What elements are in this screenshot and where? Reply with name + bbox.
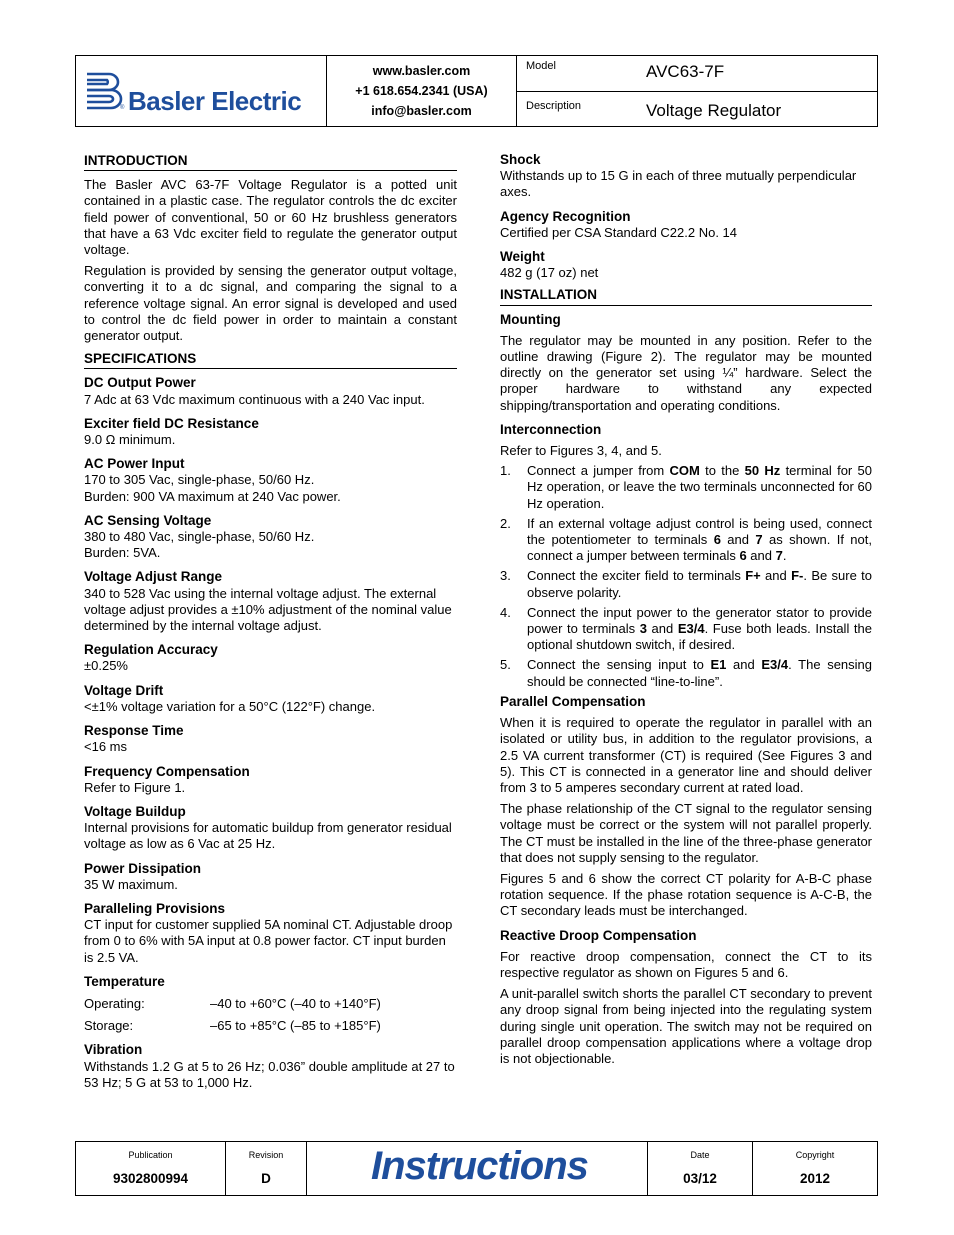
temp-operating-label: Operating: <box>84 995 145 1011</box>
mounting-paragraph: The regulator may be mounted in any position. Refer to the outline drawing (Figure 2). The regulator may be mounted directly on the generator set using ¼” hardware. Select the proper hardware to withstand any expected shipping/transportation and operating conditions. <box>500 332 872 413</box>
interconnection-steps <box>500 463 872 690</box>
date-value: 03/12 <box>683 1171 717 1186</box>
spec-title-agency: Agency Recognition <box>500 208 631 224</box>
section-heading-specifications: SPECIFICATIONS <box>84 351 457 369</box>
spec-text-weight: 482 g (17 oz) net <box>500 265 599 281</box>
interconnection-step <box>500 568 872 600</box>
intro-paragraph: The Basler AVC 63-7F Voltage Regulator is a potted unit contained in a plastic case. The regulator controls the dc exciter field power of conventional, 50 or 60 Hz brushless generators that have a 63 Vdc exciter field to regulate the generator output voltage. <box>84 177 457 258</box>
terminal-label: 7 <box>755 532 763 548</box>
spec-title-temperature: Temperature <box>84 973 165 989</box>
spec-title: DC Output Power <box>84 375 196 391</box>
terminal-label: E3/4 <box>761 657 789 673</box>
phone-number: +1 618.654.2341 (USA) <box>355 84 488 98</box>
terminal-label: F+ <box>745 568 761 584</box>
step-text-part: and <box>720 532 756 548</box>
spec-title-vibration: Vibration <box>84 1042 143 1058</box>
description-value: Voltage Regulator <box>646 100 782 120</box>
document-footer <box>75 1141 878 1196</box>
revision-value: D <box>261 1171 271 1186</box>
spec-title: AC Sensing Voltage <box>84 512 212 528</box>
publication-cell <box>76 1142 226 1195</box>
interconnection-step <box>500 516 872 565</box>
spec-title: Voltage Buildup <box>84 803 186 819</box>
spec-title: Voltage Adjust Range <box>84 569 223 585</box>
subheading-interconnection: Interconnection <box>500 421 602 437</box>
spec-text-agency: Certified per CSA Standard C22.2 No. 14 <box>500 224 738 240</box>
terminal-label: 7 <box>775 548 783 564</box>
step-text-part: . <box>782 548 787 564</box>
droop-paragraph: A unit-parallel switch shorts the parallel CT secondary to prevent any droop signal from being injected into the regulating system during single unit operation. The switch may not be required on parallel droop compensation applications where a voltage drop is not objectionable. <box>500 986 872 1066</box>
subheading-mounting: Mounting <box>500 311 561 327</box>
terminal-label: E1 <box>710 657 727 673</box>
step-text-part: Connect a jumper from <box>527 463 670 479</box>
spec-text: <±1% voltage variation for a 50°C (122°F) change. <box>84 698 376 714</box>
spec-title: Voltage Drift <box>84 682 164 698</box>
description-label: Description <box>526 99 582 112</box>
date-cell <box>648 1142 753 1195</box>
model-row <box>517 56 877 91</box>
step-text <box>527 605 872 654</box>
parallel-paragraph: The phase relationship of the CT signal to the regulator sensing voltage must be correct or the system will not parallel properly. The CT must be installed in the line of the three-phase generator that does not supply sensing to the regulator. <box>500 801 872 865</box>
step-text-part: . The sensing should be connected “line-to-line”. <box>527 657 872 689</box>
model-value: AVC63-7F <box>646 62 725 81</box>
temp-storage-label: Storage: <box>84 1018 134 1034</box>
copyright-value: 2012 <box>799 1171 831 1186</box>
left-column <box>84 150 457 1091</box>
step-number: 1. <box>500 463 511 479</box>
copyright-label: Copyright <box>795 1150 835 1160</box>
parallel-paragraph: Figures 5 and 6 show the correct CT polarity for A-B-C phase rotation sequence. If the phase rotation sequence is A-C-B, the CT secondary leads must be interchanged. <box>500 870 872 919</box>
terminal-label: COM <box>669 463 700 479</box>
parallel-paragraph: When it is required to operate the regulator in parallel with an isolated or utility bus, in addition to the regulator provisions, a 2.5 VA current transformer (CT) is required (See Figures 3 and 5). This CT is connected in a generator line and should deliver from 3 to 5 amperes secondary current at rated load. <box>500 715 872 795</box>
date-label: Date <box>690 1150 710 1160</box>
step-text-part: Connect the sensing input to <box>527 657 711 673</box>
section-heading-installation: INSTALLATION <box>500 287 872 305</box>
brand-name: Basler Electric <box>128 86 302 116</box>
step-text-part: to the <box>699 463 745 479</box>
step-text-part: and <box>746 548 776 564</box>
spec-title: AC Power Input <box>84 456 185 472</box>
spec-text: Refer to Figure 1. <box>84 779 186 795</box>
step-text <box>527 657 872 689</box>
spec-text: Burden: 900 VA maximum at 240 Vac power. <box>84 488 341 504</box>
subheading-parallel-compensation: Parallel Compensation <box>500 693 646 709</box>
spec-text: 7 Adc at 63 Vdc maximum continuous with a 240 Vac input. <box>84 391 425 407</box>
interconnection-step <box>500 463 872 512</box>
spec-title-weight: Weight <box>500 249 545 265</box>
step-text <box>527 516 872 565</box>
interconnection-step <box>500 605 872 654</box>
step-number: 5. <box>500 657 511 673</box>
step-text-part: If an external voltage adjust control is being used, connect the potentiometer to terminals <box>527 515 872 548</box>
step-text-part: as shown. If not, connect a jumper between terminals <box>527 532 872 564</box>
spec-title: Exciter field DC Resistance <box>84 415 259 431</box>
copyright-cell <box>753 1142 877 1195</box>
temp-storage-row <box>84 1018 457 1034</box>
step-text <box>527 463 872 512</box>
spec-title: Response Time <box>84 723 184 739</box>
step-number: 4. <box>500 604 511 620</box>
interconnection-intro: Refer to Figures 3, 4, and 5. <box>500 443 662 459</box>
step-text-part: . Be sure to observe polarity. <box>527 568 873 600</box>
website-link[interactable]: www.basler.com <box>372 64 471 78</box>
step-text-part: and <box>646 621 678 637</box>
spec-text: 380 to 480 Vac, single-phase, 50/60 Hz. <box>84 529 315 545</box>
revision-cell <box>226 1142 307 1195</box>
revision-label: Revision <box>248 1150 284 1160</box>
document-meta <box>517 56 877 126</box>
step-text-part: Connect the exciter field to terminals <box>527 568 746 584</box>
publication-label: Publication <box>128 1150 173 1160</box>
step-text <box>527 568 872 600</box>
spec-title: Frequency Compensation <box>84 763 250 779</box>
right-column <box>500 150 872 1067</box>
spec-text: 9.0 Ω minimum. <box>84 432 176 448</box>
terminal-label: F- <box>791 568 804 584</box>
spec-text: CT input for customer supplied 5A nominal CT. Adjustable droop from 0 to 6% with 5A input at 0.8 power factor. CT input burden is 2.5 VA. <box>84 917 453 965</box>
model-label: Model <box>526 60 556 72</box>
terminal-label: 50 Hz <box>744 463 781 479</box>
spec-text: 340 to 528 Vac using the internal voltage adjust. The external voltage adjust provides a ±10% adjustment of the nominal value determined by the internal voltage adjust. <box>84 585 452 634</box>
spec-list <box>84 375 457 965</box>
contact-info <box>327 56 517 126</box>
step-text-part: and <box>760 568 792 584</box>
temp-operating-value: –40 to +60°C (–40 to +140°F) <box>210 995 381 1011</box>
title-cell <box>307 1142 648 1195</box>
spec-text-shock: Withstands up to 15 G in each of three mutually perpendicular axes. <box>500 168 857 200</box>
step-text-part: terminal for 50 Hz operation, or leave the two terminals unconnected for 60 Hz operation. <box>527 463 872 511</box>
intro-paragraph: Regulation is provided by sensing the generator output voltage, converting it to a dc signal, and comparing the signal to a reference voltage signal. An error signal is developed and used to control the dc field power in order to maintain a constant generator output. <box>84 263 457 344</box>
spec-title: Regulation Accuracy <box>84 642 218 658</box>
spec-text: ±0.25% <box>84 658 128 674</box>
spec-title: Paralleling Provisions <box>84 900 226 916</box>
droop-paragraph: For reactive droop compensation, connect the CT to its respective regulator as shown on Figures 5 and 6. <box>500 948 872 980</box>
description-row <box>517 91 877 127</box>
registered-mark: ® <box>120 105 125 111</box>
step-text-part: . Fuse both leads. Install the optional shutdown switch, if desired. <box>527 621 872 653</box>
spec-text: Internal provisions for automatic buildup from generator residual voltage as low as 6 Vac at 25 Hz. <box>84 820 452 852</box>
spec-text: 35 W maximum. <box>84 876 178 892</box>
interconnection-step <box>500 657 872 689</box>
spec-text: <16 ms <box>84 739 127 755</box>
email-link[interactable]: info@basler.com <box>371 104 472 118</box>
document-header <box>75 55 878 127</box>
step-number: 3. <box>500 568 511 584</box>
section-heading-introduction: INTRODUCTION <box>84 153 457 171</box>
document-type-title: Instructions <box>371 1144 588 1188</box>
subheading-reactive-droop: Reactive Droop Compensation <box>500 927 697 943</box>
terminal-label: 3 <box>639 621 647 637</box>
step-text-part: and <box>726 657 762 673</box>
step-text-part: Connect the input power to the generator stator to provide power to terminals <box>527 604 872 637</box>
publication-value: 9302800994 <box>112 1171 189 1186</box>
spec-text: Burden: 5VA. <box>84 545 161 561</box>
terminal-label: 6 <box>713 532 721 548</box>
step-number: 2. <box>500 515 511 531</box>
brand-logo <box>76 56 327 126</box>
temp-operating-row <box>84 996 457 1012</box>
terminal-label: 6 <box>739 548 747 564</box>
spec-text-vibration: Withstands 1.2 G at 5 to 26 Hz; 0.036” double amplitude at 27 to 53 Hz; 5 G at 53 to 1,000 Hz. <box>84 1058 455 1090</box>
terminal-label: E3/4 <box>677 621 705 637</box>
spec-title-shock: Shock <box>500 152 541 167</box>
spec-title: Power Dissipation <box>84 860 202 876</box>
spec-text: 170 to 305 Vac, single-phase, 50/60 Hz. <box>84 472 315 488</box>
temp-storage-value: –65 to +85°C (–85 to +185°F) <box>210 1018 381 1034</box>
